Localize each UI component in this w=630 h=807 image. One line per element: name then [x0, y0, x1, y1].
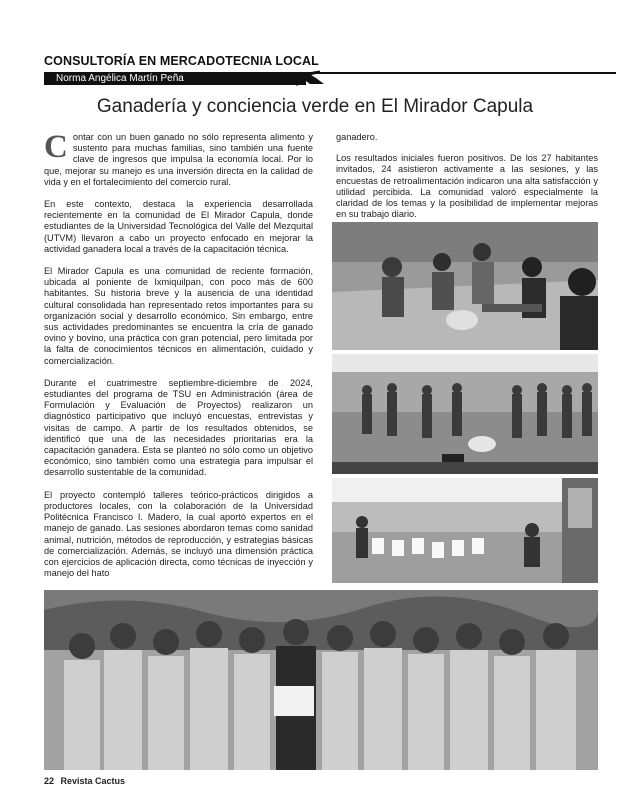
photo-field-work: [332, 222, 598, 350]
page-footer: [44, 776, 125, 786]
left-column: [44, 129, 313, 590]
paragraph: Los resultados iniciales fueron positivos. De los 27 habitantes invitados, 24 asistieron activamente a las sesiones, y las encuestas de retroalimentación indicaron una alta satisfacción y utilidad percibida. La comunidad valoró especialmente la claridad de los temas y la posibilidad de implementar mejoras en su trabajo diario.: [336, 153, 598, 220]
paragraph: El Mirador Capula es una comunidad de reciente formación, ubicada al poniente de Ixmiquilpan, con poco más de 600 habitantes. Su historia breve y la ausencia de una identidad cultural consolidada han representado retos importantes para su organización social y desarrollo económico. Sin embargo, entre sus actividades predominantes se encuentra la cría de ganado ovino y bovino, una práctica con gran potencial, pero limitada por la falta de conocimientos técnicos en alimentación, cuidado y comercialización.: [44, 266, 313, 366]
photo-group-portrait: [44, 590, 598, 770]
paragraph: En este contexto, destaca la experiencia desarrollada recientemente en la comunidad de El Mirador Capula, donde estudiantes de la Universidad Tecnológica del Valle del Mezquital (UTVM) llevaron a cabo un proyecto enfocado en mejorar la actividad ganadera local a través de la capacitación técnica.: [44, 199, 313, 254]
section-header: [44, 54, 616, 90]
paragraph: Contar con un buen ganado no sólo representa alimento y sustento para muchas familias, sino también una fuente clave de ingresos que impulsa la economía local. Por lo que, mejorar su manejo es una inversión directa en la calidad de vida y en el fortalecimiento del comercio rural.: [44, 129, 313, 187]
right-column: [336, 132, 598, 230]
dropcap: C: [44, 129, 68, 165]
section-title: CONSULTORÍA EN MERCADOTECNIA LOCAL: [44, 54, 319, 68]
photo-classroom-session: [332, 478, 598, 583]
magazine-name: Revista Cactus: [60, 776, 126, 786]
page-number: 22: [44, 776, 55, 786]
author-name: Norma Angélica Martín Peña: [44, 72, 306, 85]
paragraph: Durante el cuatrimestre septiembre-diciembre de 2024, estudiantes del programa de TSU en Administración (área de Formulación y Evaluación de Proyectos) realizaron un diagnóstico participativo que incluyó encuestas, entrevistas y visitas de campo. A partir de los resultados obtenidos, se identificó que una de las necesidades prioritarias era la capacitación ganadera. Esta se planteó no sólo como un objetivo económico, sino también como una estrategia para impulsar el desarrollo sustentable de la comunidad.: [44, 377, 313, 478]
paragraph: ganadero.: [336, 132, 378, 142]
paragraph: El proyecto contempló talleres teórico-prácticos dirigidos a productores locales, con la colaboración de la Universidad Politécnica Francisco I. Madero, la cual aportó expertos en el manejo de ganado. Las sesiones abordaron temas como sanidad animal, nutrición, métodos de reproducción, y estrategias básicas de comercialización. Además, se incluyó una dimensión práctica con ejercicios de aplicación directa, como técnicas de inyección y manejo del hato: [44, 489, 313, 579]
article-title: Ganadería y conciencia verde en El Mirador Capula: [96, 96, 534, 117]
photo-group-outdoors: [332, 354, 598, 474]
